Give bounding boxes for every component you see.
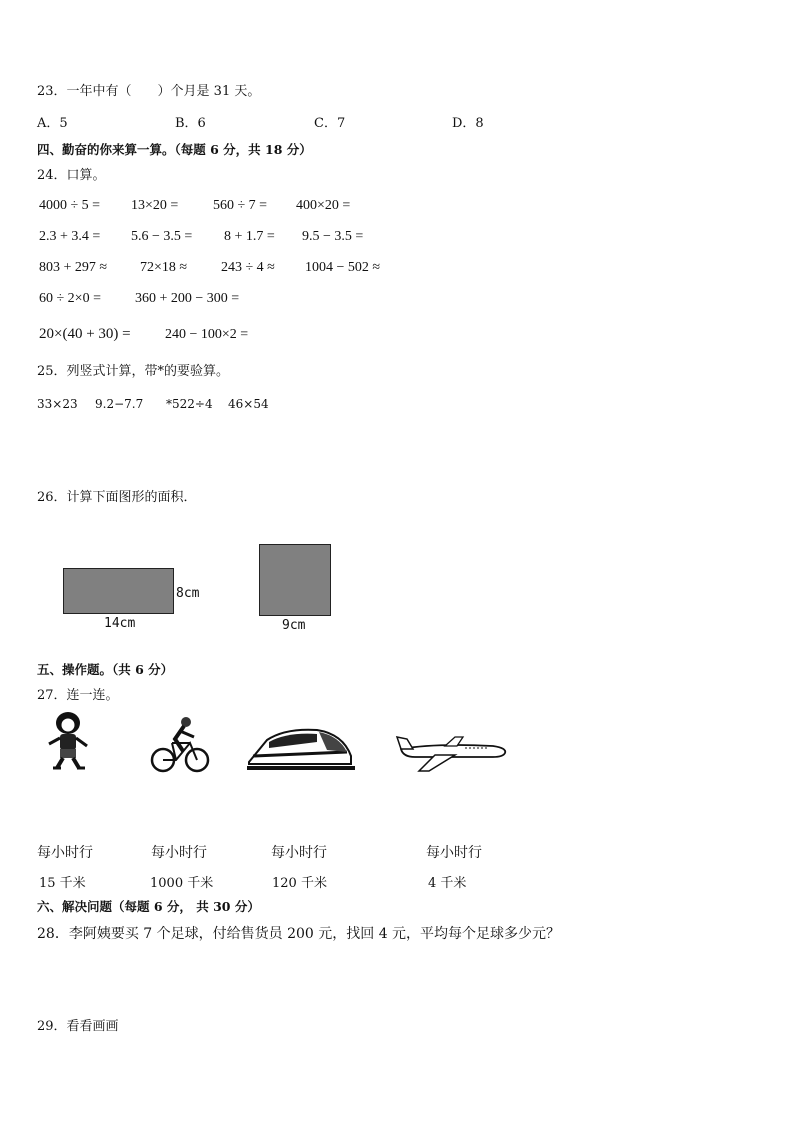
section-5-heading: 五、操作题。（共 6 分） bbox=[37, 662, 174, 677]
rectangle-figure bbox=[63, 568, 174, 614]
square-figure bbox=[259, 544, 331, 616]
section-4-heading: 四、勤奋的你来算一算。（每题 6 分，共 18 分） bbox=[37, 142, 312, 157]
speed-value: 1000 千米 bbox=[150, 876, 214, 891]
walking-girl-icon bbox=[44, 710, 94, 772]
q28-stem: 28．李阿姨要买 7 个足球，付给售货员 200 元，找回 4 元，平均每个足球多少元？ bbox=[37, 926, 561, 942]
section-6-heading: 六、解决问题（每题 6 分， 共 30 分） bbox=[37, 899, 260, 914]
calc-item: 72×18 ≈ bbox=[140, 260, 188, 275]
q27-stem: 27．连一连。 bbox=[37, 688, 119, 703]
vertical-calc-item: *522÷4 bbox=[166, 397, 213, 411]
calc-item: 5.6 − 3.5 = bbox=[131, 229, 193, 244]
vertical-calc-item: 9.2−7.7 bbox=[95, 397, 144, 411]
calc-item: 2.3 + 3.4 = bbox=[39, 229, 101, 244]
calc-item: 13×20 = bbox=[131, 198, 179, 213]
vertical-calc-item: 33×23 bbox=[37, 397, 78, 411]
calc-item: 9.5 − 3.5 = bbox=[302, 229, 364, 244]
square-side-label: 9cm bbox=[282, 618, 306, 633]
q25-stem: 25．列竖式计算，带*的要验算。 bbox=[37, 364, 230, 379]
q29-stem: 29．看看画画 bbox=[37, 1019, 119, 1034]
q23-option-c: C．7 bbox=[314, 116, 346, 131]
speed-value: 120 千米 bbox=[272, 876, 327, 891]
calc-item: 1004 − 502 ≈ bbox=[305, 260, 381, 275]
calc-item: 400×20 = bbox=[296, 198, 351, 213]
calc-item: 8 + 1.7 = bbox=[224, 229, 275, 244]
calc-item: 20×(40 + 30) = bbox=[39, 326, 131, 342]
speed-heading: 每小时行 bbox=[426, 845, 482, 861]
calc-item: 560 ÷ 7 = bbox=[213, 198, 268, 213]
calc-item: 60 ÷ 2×0 = bbox=[39, 291, 101, 306]
speed-value: 15 千米 bbox=[39, 876, 86, 891]
q24-stem: 24．口算。 bbox=[37, 168, 106, 183]
speed-heading: 每小时行 bbox=[271, 845, 327, 861]
calc-item: 4000 ÷ 5 = bbox=[39, 198, 101, 213]
cyclist-icon bbox=[150, 713, 210, 775]
q23-stem: 23．一年中有（ ）个月是 31 天。 bbox=[37, 84, 261, 99]
airplane-icon bbox=[395, 733, 509, 773]
vertical-calc-item: 46×54 bbox=[228, 397, 269, 411]
q23-option-b: B．6 bbox=[175, 116, 206, 131]
calc-item: 243 ÷ 4 ≈ bbox=[221, 260, 275, 275]
train-icon bbox=[247, 726, 357, 774]
q23-option-a: A．5 bbox=[37, 116, 68, 131]
q23-option-d: D．8 bbox=[452, 116, 484, 131]
speed-heading: 每小时行 bbox=[151, 845, 207, 861]
speed-value: 4 千米 bbox=[428, 876, 467, 891]
calc-item: 360 + 200 − 300 = bbox=[135, 291, 240, 306]
speed-heading: 每小时行 bbox=[37, 845, 93, 861]
rectangle-height-label: 8cm bbox=[176, 586, 200, 601]
calc-item: 240 − 100×2 = bbox=[165, 327, 249, 342]
calc-item: 803 + 297 ≈ bbox=[39, 260, 108, 275]
q26-stem: 26．计算下面图形的面积． bbox=[37, 490, 197, 505]
rectangle-width-label: 14cm bbox=[104, 616, 136, 631]
